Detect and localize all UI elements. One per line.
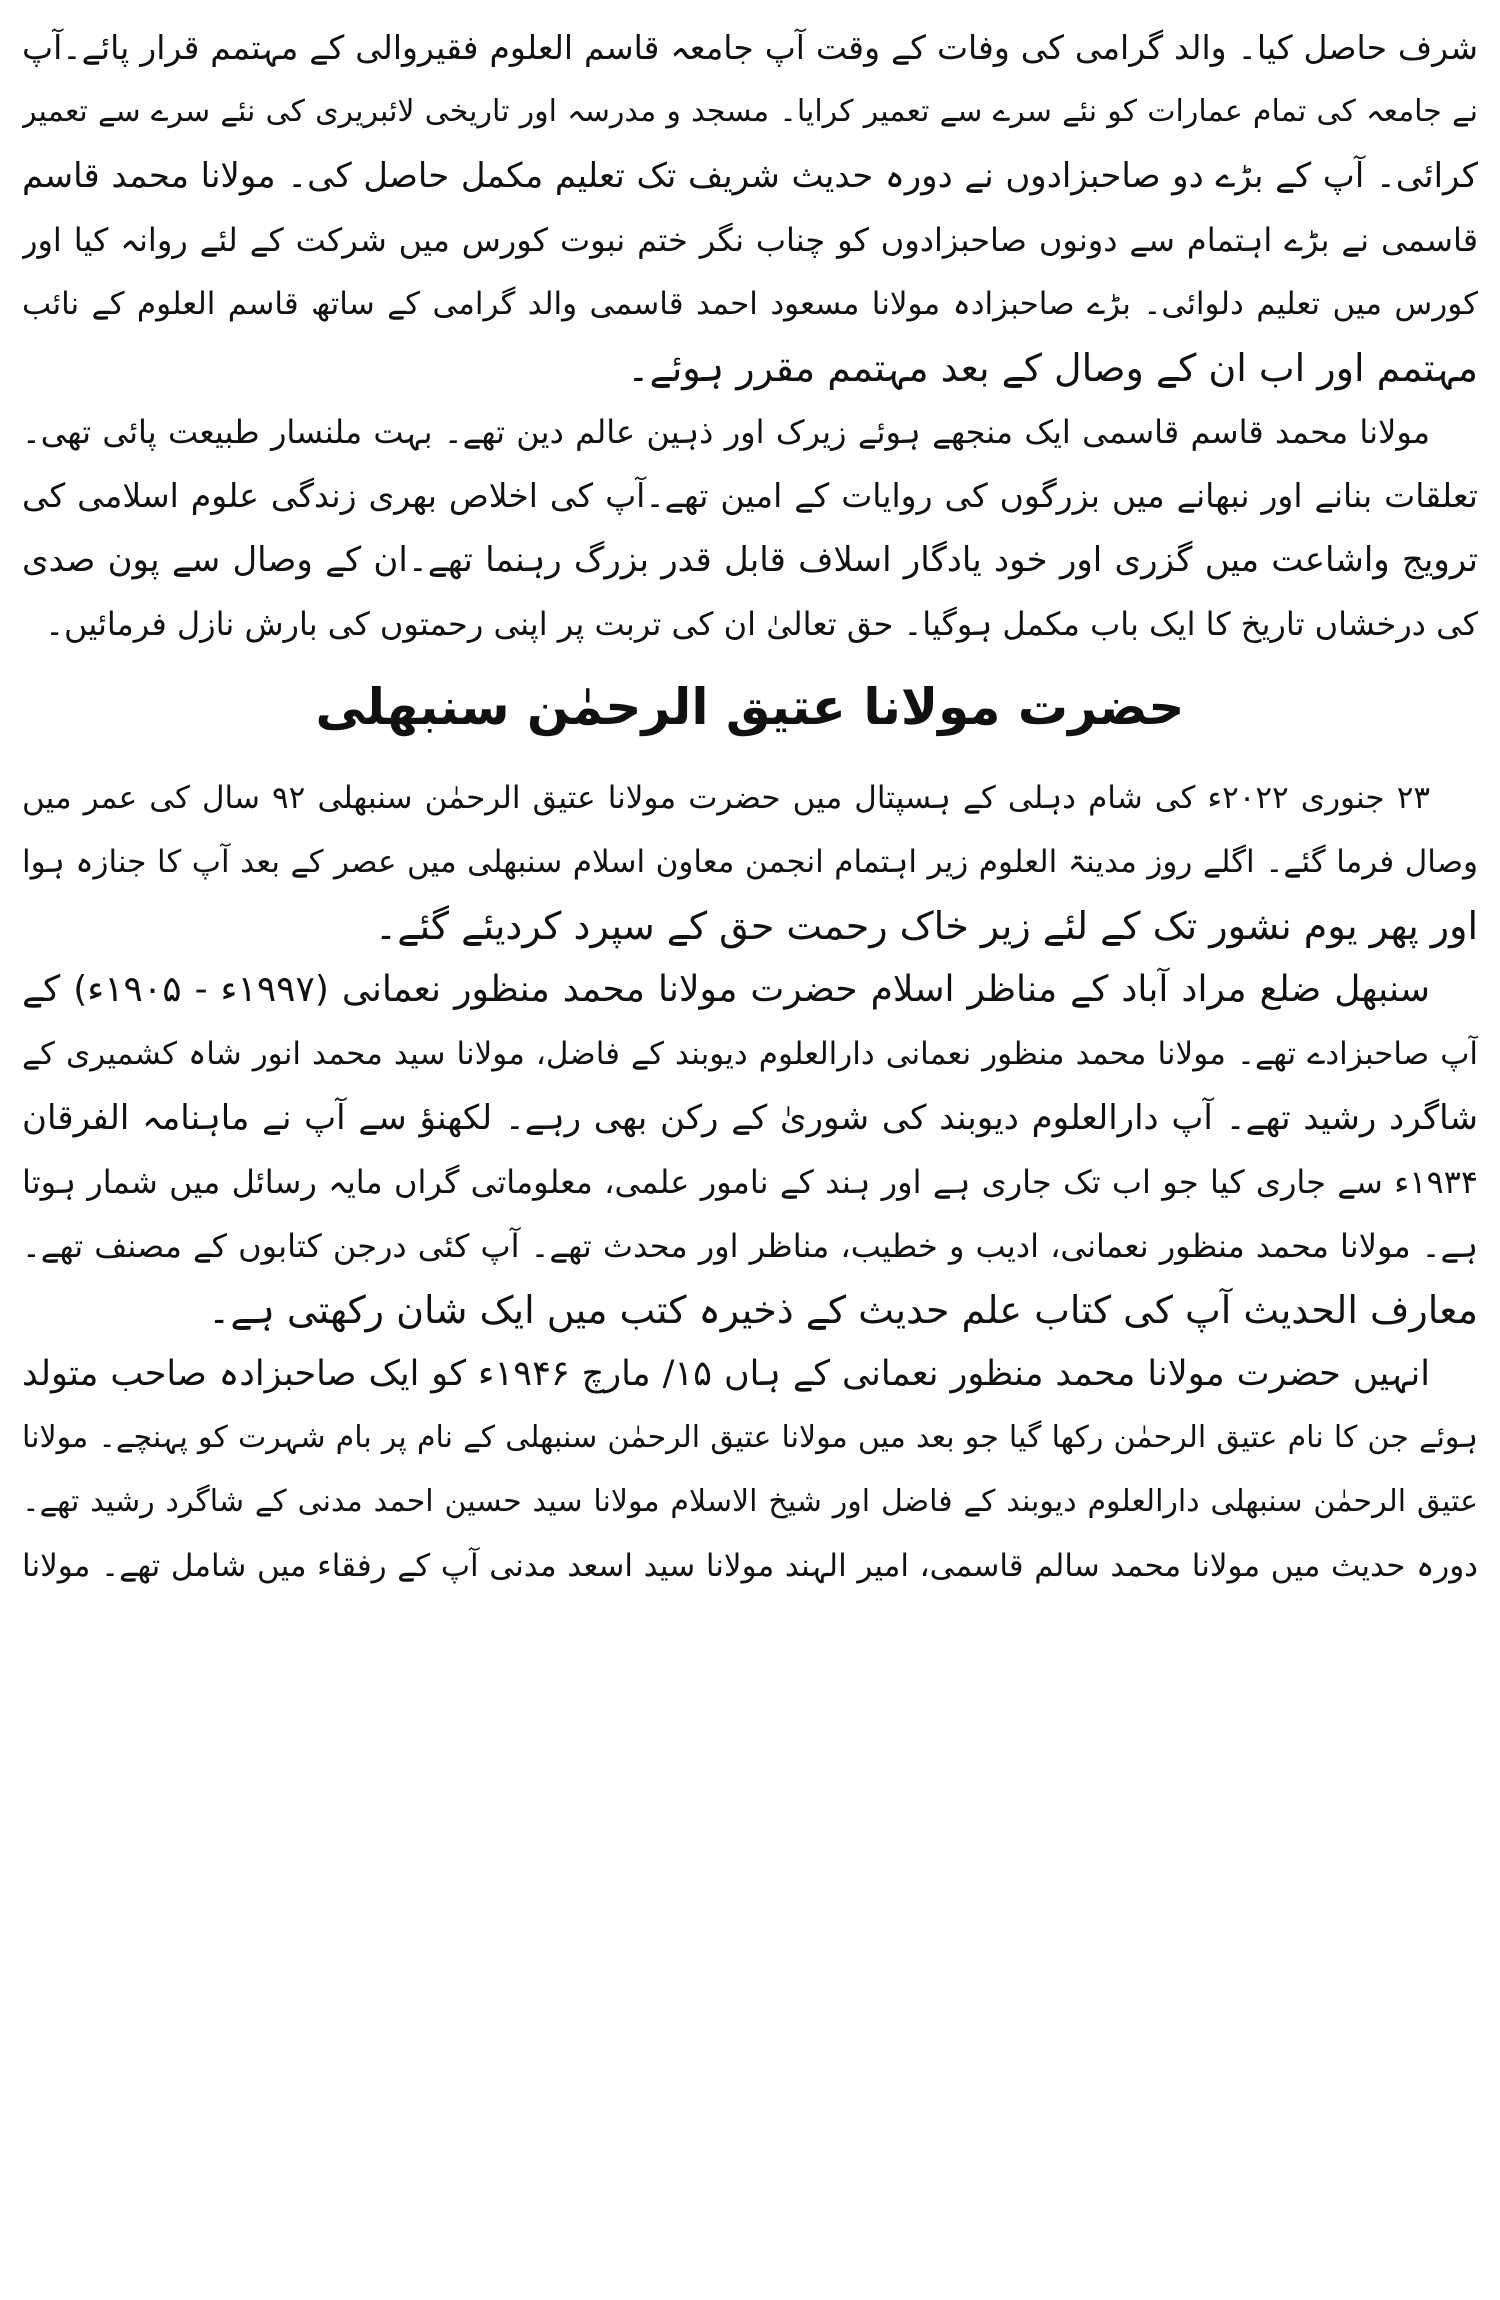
text-line: اور پھر یوم نشور تک کے لئے زیر خاک رحمت حق کے سپرد کردیئے گئے۔	[374, 904, 1478, 948]
text-line: مولانا محمد قاسم قاسمی ایک منجھے ہوئے زیرک اور ذہین عالم دین تھے۔ بہت ملنسار طبیعت پائی تھی۔	[22, 413, 1430, 451]
text-line: قاسمی نے بڑے اہتمام سے دونوں صاحبزادوں کو چناب نگر ختم نبوت کورس میں شرکت کے لئے روانہ کیا اور	[22, 221, 1478, 259]
paragraph-character	[22, 400, 1478, 656]
text-line: نے جامعہ کی تمام عمارات کو نئے سرے سے تعمیر کرایا۔ مسجد و مدرسہ اور تاریخی لائبریری کی نئے سرے سے تعمیر	[22, 94, 1478, 129]
document-page	[22, 16, 1478, 2286]
paragraph-waqf-management	[22, 16, 1478, 400]
section-heading: حضرت مولانا عتیق الرحمٰن سنبھلی	[315, 678, 1185, 736]
text-line: ۱۹۳۴ء سے جاری کیا جو اب تک جاری ہے اور ہند کے نامور علمی، معلوماتی گراں مایہ رسائل میں شمار ہوتا	[22, 1163, 1478, 1201]
text-line: آپ صاحبزادے تھے۔ مولانا محمد منظور نعمانی دارالعلوم دیوبند کے فاضل، مولانا سید محمد انور شاہ کشمیری کے	[22, 1036, 1478, 1072]
text-line: تعلقات بنانے اور نبھانے میں بزرگوں کی روایات کے امین تھے۔آپ کی اخلاص بھری زندگی علوم اسلامی کی	[22, 476, 1478, 515]
paragraph-death-notice	[22, 766, 1478, 958]
paragraph-birth-and-education	[22, 1342, 1478, 1598]
text-line: انہیں حضرت مولانا محمد منظور نعمانی کے ہاں ۱۵/ مارچ ۱۹۴۶ء کو ایک صاحبزادہ صاحب متولد	[22, 1354, 1430, 1394]
text-line: ہوئے جن کا نام عتیق الرحمٰن رکھا گیا جو بعد میں مولانا عتیق الرحمٰن سنبھلی کے نام پر بام شہرت کو پہنچے۔ مولانا	[22, 1420, 1478, 1455]
text-line: کورس میں تعلیم دلوائی۔ بڑے صاحبزادہ مولانا مسعود احمد قاسمی والد گرامی کے ساتھ قاسم العلوم کے نائب	[22, 286, 1478, 322]
text-line: شاگرد رشید تھے۔ آپ دارالعلوم دیوبند کی شوریٰ کے رکن بھی رہے۔ لکھنؤ سے آپ نے ماہنامہ الفرقان	[22, 1098, 1478, 1138]
paragraph-father-biography	[22, 958, 1478, 1342]
text-line: کرائی۔ آپ کے بڑے دو صاحبزادوں نے دورہ حدیث شریف تک تعلیم مکمل حاصل کی۔ مولانا محمد قاسم	[22, 156, 1478, 196]
text-line: ہے۔ مولانا محمد منظور نعمانی، ادیب و خطیب، مناظر اور محدث تھے۔ آپ کئی درجن کتابوں کے مصنف تھے۔	[22, 1227, 1478, 1265]
text-line: وصال فرما گئے۔ اگلے روز مدینۃ العلوم زیر اہتمام انجمن معاون اسلام سنبھلی میں عصر کے بعد آپ کا جنازہ ہوا	[22, 844, 1478, 880]
text-line: دورہ حدیث میں مولانا محمد سالم قاسمی، امیر الہند مولانا سید اسعد مدنی آپ کے رفقاء میں شامل تھے۔ مولانا	[22, 1548, 1478, 1584]
text-line: شرف حاصل کیا۔ والد گرامی کی وفات کے وقت آپ جامعہ قاسم العلوم فقیروالی کے مہتمم قرار پائے۔آپ	[22, 28, 1478, 67]
text-line: معارف الحدیث آپ کی کتاب علم حدیث کے ذخیرہ کتب میں ایک شان رکھتی ہے۔	[208, 1288, 1478, 1332]
text-line: عتیق الرحمٰن سنبھلی دارالعلوم دیوبند کے فاضل اور شیخ الاسلام مولانا سید حسین احمد مدنی کے شاگرد رشید تھے۔	[22, 1484, 1478, 1519]
text-line: کی درخشاں تاریخ کا ایک باب مکمل ہوگیا۔ حق تعالیٰ ان کی تربت پر اپنی رحمتوں کی بارش نازل فرمائیں۔	[45, 605, 1478, 643]
text-line: سنبھل ضلع مراد آباد کے مناظر اسلام حضرت مولانا محمد منظور نعمانی (۱۹۹۷ء - ۱۹۰۵ء) کے	[22, 969, 1430, 1010]
text-line: ۲۳ جنوری ۲۰۲۲ء کی شام دہلی کے ہسپتال میں حضرت مولانا عتیق الرحمٰن سنبھلی ۹۲ سال کی عمر میں	[22, 780, 1430, 816]
text-line: مہتمم اور اب ان کے وصال کے بعد مہتمم مقرر ہوئے۔	[627, 346, 1478, 390]
text-line: ترویج واشاعت میں گزری اور خود یادگار اسلاف قابل قدر بزرگ رہنما تھے۔ان کے وصال سے پون صدی	[22, 540, 1478, 580]
